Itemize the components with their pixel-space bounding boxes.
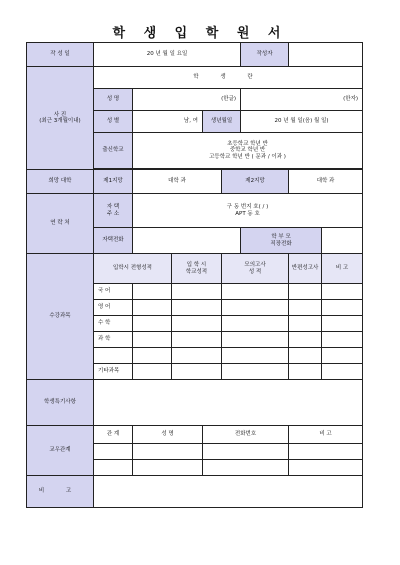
friend-cell[interactable] — [94, 444, 133, 460]
name-hanja-field[interactable]: (한자) — [241, 89, 363, 111]
gender-label: 성 별 — [94, 111, 133, 133]
school-high: 고등학교 학년 반 ( 문과 / 이과 ) — [209, 153, 286, 160]
grade-cell[interactable] — [322, 348, 363, 364]
friend-cell[interactable] — [203, 460, 289, 476]
first-choice-label: 제1지망 — [94, 170, 133, 194]
home-address-field[interactable] — [133, 194, 363, 228]
birth-field[interactable]: 20 년 월 일(음) 월 일) — [241, 111, 363, 133]
home-label: 자 택 — [106, 204, 120, 211]
grade-cell[interactable] — [222, 332, 289, 348]
grade-cell[interactable] — [172, 316, 222, 332]
address-line-2: APT 동 호 — [235, 210, 260, 217]
grade-cell[interactable] — [322, 332, 363, 348]
parent-phone-label — [241, 228, 322, 254]
grade-cell[interactable] — [289, 332, 322, 348]
contact-label: 연 락 처 — [27, 194, 94, 254]
address-label: 주 소 — [106, 210, 120, 217]
name-korean-field[interactable]: (한글) — [133, 89, 241, 111]
parent-phone-field[interactable] — [322, 228, 363, 254]
grade-cell[interactable] — [133, 316, 172, 332]
student-section-heading: 학 생 란 — [94, 67, 363, 89]
author-field[interactable] — [289, 43, 363, 67]
grade-cell[interactable] — [322, 300, 363, 316]
subject-science: 과 학 — [94, 332, 133, 348]
grade-cell[interactable] — [222, 300, 289, 316]
photo-label: 사 진 — [53, 111, 67, 118]
grade-cell[interactable] — [172, 332, 222, 348]
friend-cell[interactable] — [133, 444, 203, 460]
grade-cell[interactable] — [289, 348, 322, 364]
grade-cell[interactable] — [222, 364, 289, 380]
grade-cell[interactable] — [133, 364, 172, 380]
remarks-field[interactable] — [94, 476, 363, 508]
date-label: 작 성 일 — [27, 43, 94, 67]
grades-header-entrance: 입학시 전형성적 — [94, 254, 172, 284]
special-label: 학생특기사항 — [27, 380, 94, 426]
form-title: 학 생 입 학 원 서 — [112, 26, 288, 41]
grade-cell[interactable] — [289, 316, 322, 332]
friend-cell[interactable] — [133, 460, 203, 476]
grade-cell[interactable] — [222, 316, 289, 332]
grade-cell[interactable] — [322, 364, 363, 380]
friend-cell[interactable] — [203, 444, 289, 460]
photo-box[interactable] — [27, 67, 94, 170]
grade-cell[interactable] — [289, 364, 322, 380]
photo-note: (최근 3개월이내) — [39, 118, 81, 124]
application-form — [26, 42, 363, 508]
grade-cell[interactable] — [289, 300, 322, 316]
name-label: 성 명 — [94, 89, 133, 111]
subject-other: 기타과목 — [94, 364, 133, 380]
grade-cell[interactable] — [222, 284, 289, 300]
second-choice-field[interactable]: 대학 과 — [289, 170, 363, 194]
grade-cell[interactable] — [133, 284, 172, 300]
second-choice-label: 제2지망 — [222, 170, 289, 194]
school-middle: 중학교 학년 반 — [229, 147, 266, 154]
grade-cell[interactable] — [133, 300, 172, 316]
subject-blank[interactable] — [94, 348, 133, 364]
grades-header-placement: 반편성고사 — [289, 254, 322, 284]
friends-header-remarks: 비 고 — [289, 426, 363, 444]
grade-cell[interactable] — [172, 300, 222, 316]
special-field[interactable] — [94, 380, 363, 426]
school-field[interactable] — [133, 133, 363, 169]
friends-header-relation: 관 계 — [94, 426, 133, 444]
grade-cell[interactable] — [172, 364, 222, 380]
grade-cell[interactable] — [222, 348, 289, 364]
school-elementary: 초등학교 학년 반 — [227, 141, 268, 148]
work-phone-label: 직장전화 — [270, 240, 292, 247]
college-label: 희망 대학 — [27, 170, 94, 194]
subject-math: 수 학 — [94, 316, 133, 332]
home-address-label — [94, 194, 133, 228]
grade-cell[interactable] — [172, 284, 222, 300]
first-choice-field[interactable]: 대학 과 — [133, 170, 222, 194]
grade-cell[interactable] — [172, 348, 222, 364]
grades-header-school: 입 학 시 학교성적 — [172, 254, 222, 284]
grade-cell[interactable] — [322, 316, 363, 332]
home-phone-field[interactable] — [133, 228, 241, 254]
address-line-1: 구 동 번지 호( / ) — [226, 204, 269, 211]
grade-cell[interactable] — [322, 284, 363, 300]
grade-cell[interactable] — [289, 284, 322, 300]
grades-header-mock: 모의고사 성 적 — [222, 254, 289, 284]
author-label: 작성자 — [241, 43, 289, 67]
school-label: 출신학교 — [94, 133, 133, 169]
subject-korean: 국 어 — [94, 284, 133, 300]
friend-cell[interactable] — [94, 460, 133, 476]
remarks-label: 비 고 — [27, 476, 94, 508]
date-field[interactable]: 20 년 월 일 요일 — [94, 43, 241, 67]
grades-header-remarks: 비 고 — [322, 254, 363, 284]
grades-label: 수강과목 — [27, 254, 94, 380]
parent-label: 학 부 모 — [271, 234, 291, 241]
friends-label: 교우관계 — [27, 426, 94, 476]
friend-cell[interactable] — [289, 460, 363, 476]
grade-cell[interactable] — [133, 332, 172, 348]
birth-label: 생년월일 — [203, 111, 241, 133]
friends-header-phone: 전화번호 — [203, 426, 289, 444]
home-phone-label: 자택전화 — [94, 228, 133, 254]
friend-cell[interactable] — [289, 444, 363, 460]
subject-english: 영 어 — [94, 300, 133, 316]
grade-cell[interactable] — [133, 348, 172, 364]
friends-header-name: 성 명 — [133, 426, 203, 444]
gender-field[interactable]: 남, 여 — [133, 111, 203, 133]
